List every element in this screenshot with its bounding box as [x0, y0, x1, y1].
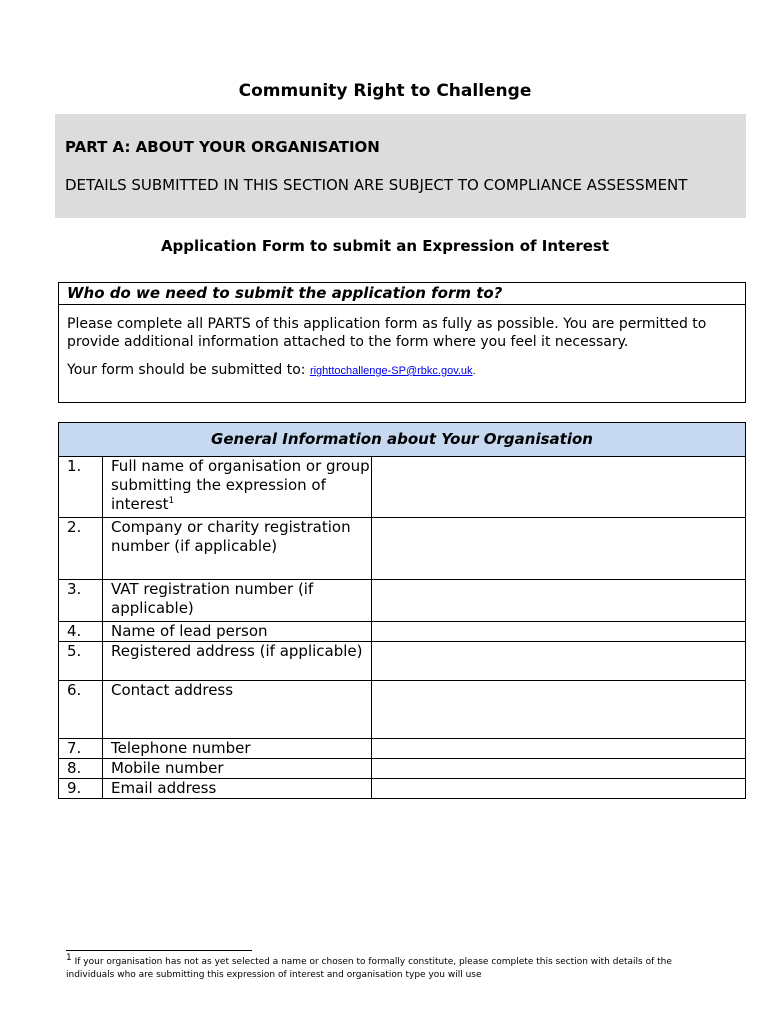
row-label: Email address [103, 779, 372, 799]
footnote [66, 953, 706, 982]
submit-to-line [67, 361, 737, 380]
part-a-heading: PART A: ABOUT YOUR ORGANISATION [65, 138, 380, 156]
submit-instructions-text: Please complete all PARTS of this application form as fully as possible. You are permitted to provide additional information attached to the form where you feel it necessary. [67, 316, 707, 350]
footnote-text: If your organisation has not as yet selected a name or chosen to formally constitute, please complete this section with details of the individuals who are submitting this expression of interest and organisation type you will use [66, 957, 672, 980]
table-row [59, 518, 746, 580]
row-number: 9. [59, 779, 103, 799]
contact-address-field[interactable] [372, 681, 746, 739]
row-label-text: Full name of organisation or group submitting the expression of interest [111, 457, 370, 513]
table-row [59, 642, 746, 681]
row-number: 5. [59, 642, 103, 681]
submission-email-link[interactable]: righttochallenge-SP@rbkc.gov.uk [309, 365, 473, 377]
table-row [59, 739, 746, 759]
row-number: 2. [59, 518, 103, 580]
table-row [59, 622, 746, 642]
compliance-notice: DETAILS SUBMITTED IN THIS SECTION ARE SUBJECT TO COMPLIANCE ASSESSMENT [65, 176, 688, 194]
row-label: VAT registration number (if applicable) [103, 580, 372, 622]
general-info-table [58, 422, 746, 799]
organisation-name-field[interactable] [372, 457, 746, 518]
footnote-mark: 1 [66, 953, 72, 963]
row-label: Company or charity registration number (if applicable) [103, 518, 372, 580]
row-number: 3. [59, 580, 103, 622]
row-number: 6. [59, 681, 103, 739]
table-row [59, 457, 746, 518]
row-number: 7. [59, 739, 103, 759]
table-row [59, 580, 746, 622]
email-field[interactable] [372, 779, 746, 799]
document-title: Community Right to Challenge [238, 81, 532, 101]
table-row [59, 779, 746, 799]
table-row [59, 759, 746, 779]
form-subtitle: Application Form to submit an Expression of Interest [160, 237, 610, 255]
submit-instructions-box [58, 282, 746, 403]
telephone-field[interactable] [372, 739, 746, 759]
row-label: Registered address (if applicable) [103, 642, 372, 681]
row-number: 8. [59, 759, 103, 779]
footnote-reference[interactable]: 1 [168, 496, 175, 506]
general-info-heading: General Information about Your Organisation [59, 423, 746, 457]
email-suffix: . [472, 365, 476, 377]
part-a-banner [55, 114, 746, 218]
row-label: Name of lead person [103, 622, 372, 642]
row-label: Contact address [103, 681, 372, 739]
row-label: Mobile number [103, 759, 372, 779]
submit-instructions-heading: Who do we need to submit the application form to? [59, 283, 745, 305]
registered-address-field[interactable] [372, 642, 746, 681]
vat-number-field[interactable] [372, 580, 746, 622]
footnote-divider [66, 950, 252, 951]
table-row [59, 681, 746, 739]
row-number: 1. [59, 457, 103, 518]
mobile-field[interactable] [372, 759, 746, 779]
registration-number-field[interactable] [372, 518, 746, 580]
row-number: 4. [59, 622, 103, 642]
row-label [103, 457, 372, 518]
submit-to-label: Your form should be submitted to: [67, 362, 306, 378]
row-label: Telephone number [103, 739, 372, 759]
lead-person-field[interactable] [372, 622, 746, 642]
